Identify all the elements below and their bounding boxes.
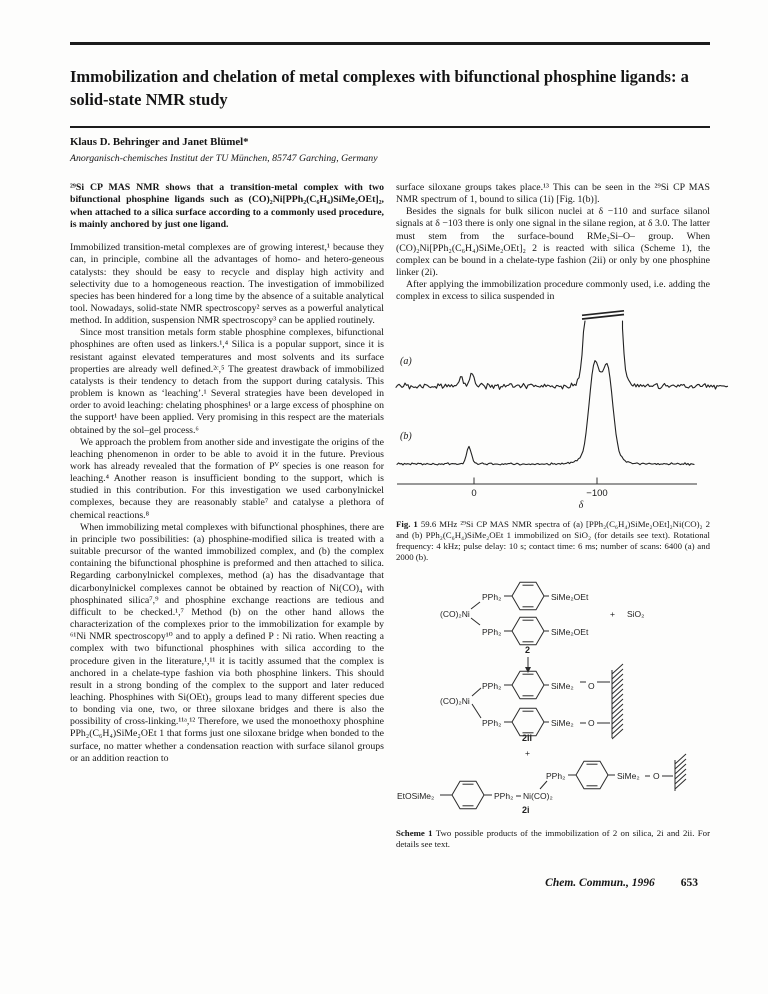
oxygen-label: O [588,680,595,691]
scheme-caption [396,828,710,851]
benzene-ring [512,708,544,736]
paragraph: surface siloxane groups takes place.¹³ This can be seen in the ²⁹Si CP MAS NMR spectrum of 1, bound to silica (1i) [Fig. 1(b)]. [396,182,710,206]
nmr-spectra-figure [394,306,710,512]
affiliation: Anorganisch-chemisches Institut der TU München, 85747 Garching, Germany [70,153,378,164]
oxygen-label: O [653,770,660,781]
ethoxysilane-label: EtOSiMe₂ [397,790,435,801]
silica-label: SiO₂ [627,608,645,619]
bond-line [471,618,480,625]
phosphine-label: PPh₂ [494,790,514,801]
silica-surface-hatch [612,664,623,739]
benzene-ring [512,617,544,645]
phosphine-label: PPh₂ [482,626,502,637]
x-tick-label-0: 0 [471,487,477,499]
scheme-drawing [394,573,729,821]
benzene-ring [512,582,544,610]
bond-line [472,688,481,696]
page-number: 653 [680,877,698,889]
phosphine-label: PPh₂ [482,591,502,602]
paragraph: Immobilized transition-metal complexes are of growing interest,¹ because they can, in principle, combine all the advantages of homo- and hetero-geneous catalysts: they should be easy to recycle and display high activity and selectivity due to a homogeneous reaction. The investigation of immobilized species has been hindered for a long time by the absence of a suitable analytical tool. Nowadays, solid-state NMR spectroscopy² serves as a powerful analytical method. In addition, suspension NMR spectroscopy³ can be applied routinely. [70,242,384,327]
silica-surface-hatch [675,754,686,791]
panel-a-label: (a) [400,355,412,367]
two-column-body [70,182,710,859]
paragraph: Since most transition metals form stable phosphine complexes, bifunctional phosphines are often used as linkers.¹,⁴ Silica is a popular support, since it is resistant against elevated temperatures and most solvents and its surface properties are already well defined.²ᶜ,⁵ The greatest drawback of immobilized catalysts is their tendency to detach from the support during catalysis. This problem is known as ‘leaching’.¹ Several strategies have been developed in order to avoid leaching: chelating phosphines¹ or a large excess of phosphine on the support¹ have been applied. Very promising in this respect are the materials obtained by the sol–gel process.⁶ [70,327,384,436]
plus-sign: + [525,747,530,758]
spectrum-trace-b [397,360,694,465]
paragraph: After applying the immobilization procedure commonly used, i.e. adding the complex in excess to silica suspended in [396,279,710,303]
title-rule [70,126,710,128]
top-rule [70,42,710,45]
x-axis-delta-label: δ [578,499,584,511]
figure-caption-label: Fig. 1 [396,518,418,529]
authors: Klaus D. Behringer and Janet Blümel* [70,136,249,148]
silane-label: SiMe₂ [617,770,640,781]
nickel-fragment-label: (CO)₂Ni [440,608,470,619]
paragraph: We approach the problem from another side and investigate the origins of the leaching phenomenon in order to be able to avoid it in the future. Previous work has already revealed that the formation of Pⱽ species is one reason for leaching.⁴ Another reason is insufficient bonding to the support, which is studied in this contribution. For this investigation we used carbonylnickel complexes, because they are reasonably stable⁷ and catalyse a plethora of chemical reactions.⁸ [70,436,384,521]
page-footer [545,877,698,889]
benzene-ring [512,671,544,699]
compound-2-label: 2 [525,644,531,655]
right-column [396,182,710,859]
abstract: ²⁹Si CP MAS NMR shows that a transition-metal complex with two bifunctional phosphine ligands such as (CO)₂Ni[PPh₂(C₆H₄)SiMe₂OEt]₂, when attached to a silica surface according to a commonly used procedure, is mainly anchored by just one ligand. [70,182,384,230]
silane-label: SiMe₂OEt [551,591,589,602]
bond-line [540,781,547,789]
phosphine-label: PPh₂ [546,770,566,781]
nickel-fragment-label: Ni(CO)₂ [523,790,553,801]
scheme-figure [394,573,710,825]
article-title: Immobilization and chelation of metal complexes with bifunctional phosphine ligands: a solid-state NMR study [70,67,689,109]
phosphine-label: PPh₂ [482,717,502,728]
spectrum-trace-a [396,321,728,389]
reaction-arrow-head [525,667,531,673]
nmr-spectra-plot [394,306,729,512]
silane-label: SiMe₂ [551,680,574,691]
bond-line [472,704,481,718]
oxygen-label: O [588,717,595,728]
phosphine-label: PPh₂ [482,680,502,691]
compound-2i-label: 2i [522,804,530,815]
paragraph: Besides the signals for bulk silicon nuclei at δ −110 and surface silanol signals at δ −103 there is only one signal in the silane region, at δ 3.0. The latter must stem from the surface-bound RMe₂Si–O– group. When (CO)₂Ni[PPh₂(C₆H₄)SiMe₂OEt]₂ 2 is reacted with silica (Scheme 1), the complex can be bound in a chelate-type fashion (2ii) or only by one phosphine linker (2i). [396,206,710,279]
silane-label: SiMe₂ [551,717,574,728]
compound-2ii-label: 2ii [522,732,533,743]
x-tick-label-minus100: −100 [586,487,608,499]
nickel-fragment-label: (CO)₂Ni [440,695,470,706]
paragraph: When immobilizing metal complexes with bifunctional phosphines, there are in principle two possibilities: (a) phosphine-modified silica is treated with a suitable precursor of the wanted immobilized complex, and (b) the complex containing the bifunctional phosphine is preformed and then attached to silica. Regarding carbonylnickel complexes, method (a) has the disadvantage that dicarbonylnickel complexes cannot be obtained by reaction of Ni(CO)₄ with phosphinated silica⁷,⁹ and phosphine exchange reactions are tedious and difficult to be checked.¹,⁷ Method (b) on the other hand allows the characterization of the complexes prior to the immobilization for example by ⁶¹Ni NMR spectroscopy¹⁰ and to apply a defined P : Ni ratio. When reacting a complex with two bifunctional phosphines with silica according to the procedure given in the literature,¹,¹¹ it is tacitly assumed that the complex is anchored in a chelate-type fashion via both phosphine linkers. This should result in a strong bonding of the complex to the support and later reduced leaching. Phosphines with Si(OEt)₃ groups lead to many different species due to bonding via one, two, or three siloxane bridges and there is also the possibility of cross-linking.¹¹ᵃ,¹² Therefore, we used the monoethoxy phosphine PPh₂(C₆H₄)SiMe₂OEt 1 that forms just one siloxane bridge when bonded to the surface, no matter whether a condensation reaction with surface silanol groups or an addition reaction to [70,521,384,764]
panel-b-label: (b) [400,430,412,442]
bond-line [471,602,480,609]
figure-caption [396,519,710,564]
scheme-caption-text: Two possible products of the immobilization of 2 on silica, 2i and 2ii. For details see text. [396,827,710,849]
scheme-caption-label: Scheme 1 [396,827,433,838]
silane-label: SiMe₂OEt [551,626,589,637]
figure-caption-text: 59.6 MHz ²⁹Si CP MAS NMR spectra of (a) [PPh₂(C₆H₄)SiMe₂OEt]₂Ni(CO)₂ 2 and (b) PPh₂(C₆H₄)SiMe₂OEt 1 immobilized on SiO₂ (for details see text). Rotational frequency: 4 kHz; pulse delay: 10 s; contact time: 6 ms; number of scans: 6400 (a) and 2000 (b). [396,518,710,563]
plus-sign: + [610,608,615,619]
left-column [70,182,384,859]
benzene-ring [576,761,608,789]
journal-citation: Chem. Commun., 1996 [545,877,655,889]
benzene-ring [452,781,484,809]
